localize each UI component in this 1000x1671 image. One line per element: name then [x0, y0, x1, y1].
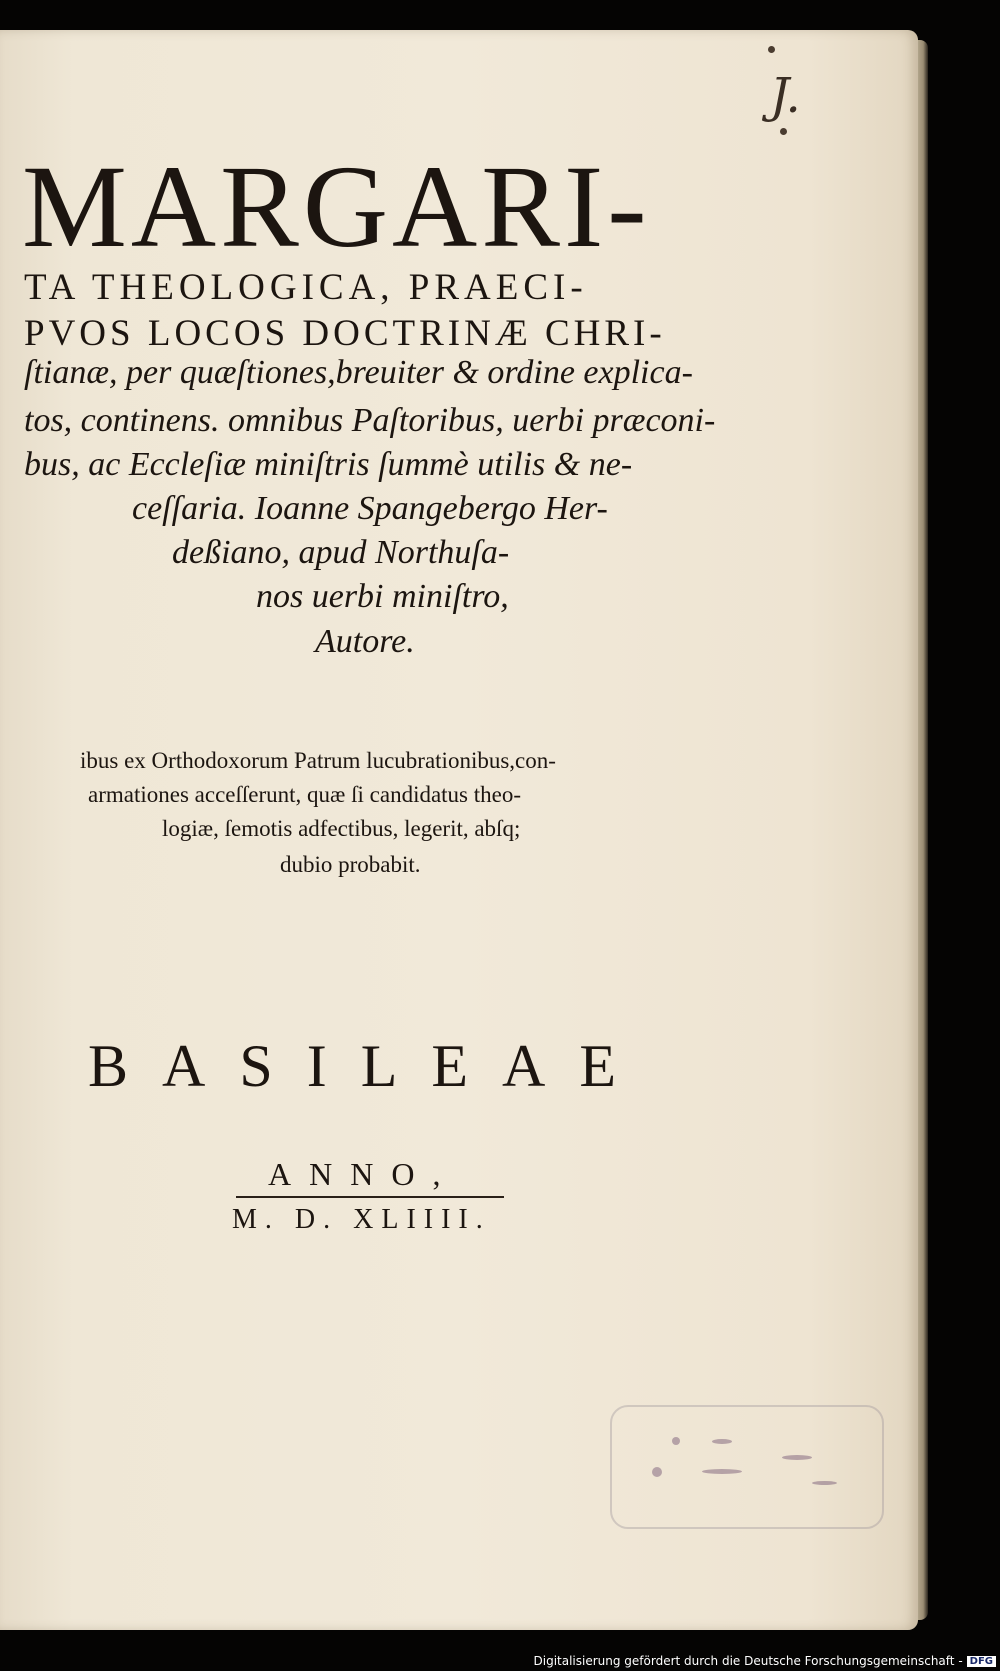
stamp-mark [652, 1467, 662, 1477]
handwritten-shelfmark: J. [770, 68, 801, 124]
library-stamp [610, 1405, 884, 1529]
title-line-6: ceſſaria. Ioanne Spangebergo Her- [132, 490, 608, 527]
description-line-2: armationes acceſſerunt, quæ ſi candidatus theo- [88, 782, 522, 807]
stamp-mark [782, 1455, 812, 1460]
stamp-mark [812, 1481, 837, 1485]
description-line-3: logiæ, ſemotis adfectibus, legerit, abſq; [162, 816, 521, 841]
stamp-mark [702, 1469, 742, 1474]
title-line-3: ſtianæ, per quæſtiones,breuiter & ordine explica- [24, 354, 693, 391]
description-line-1: ibus ex Orthodoxorum Patrum lucubrationibus,con- [80, 748, 556, 773]
title-line-8: nos uerbi miniſtro, [256, 578, 509, 615]
stamp-mark [672, 1437, 680, 1445]
title-line-2: PVOS LOCOS DOCTRINÆ CHRI- [24, 313, 666, 354]
imprint-city: BASILEAE [88, 1033, 650, 1099]
ink-dot [768, 46, 775, 53]
stamp-mark [712, 1439, 732, 1444]
title-line-5: bus, ac Eccleſiæ miniſtris ſummè utilis & ne- [24, 446, 633, 483]
ink-dot [780, 128, 787, 135]
title-line-1: TA THEOLOGICA, PRAECI- [24, 267, 588, 308]
imprint-year: M. D. XLIIII. [232, 1204, 491, 1235]
dfg-logo: DFG [967, 1656, 996, 1667]
author-line: Autore. [315, 623, 415, 660]
title-main: MARGARI- [22, 141, 651, 272]
digitization-credit [534, 1654, 997, 1668]
description-line-4: dubio probabit. [280, 852, 421, 877]
imprint-rule [236, 1196, 504, 1198]
imprint-anno: ANNO, [268, 1156, 459, 1192]
title-line-7: deßiano, apud Northuſa- [172, 534, 510, 571]
title-line-4: tos, continens. omnibus Paſtoribus, uerbi præconi- [24, 402, 716, 439]
credit-text: Digitalisierung gefördert durch die Deutsche Forschungsgemeinschaft - [533, 1654, 963, 1668]
